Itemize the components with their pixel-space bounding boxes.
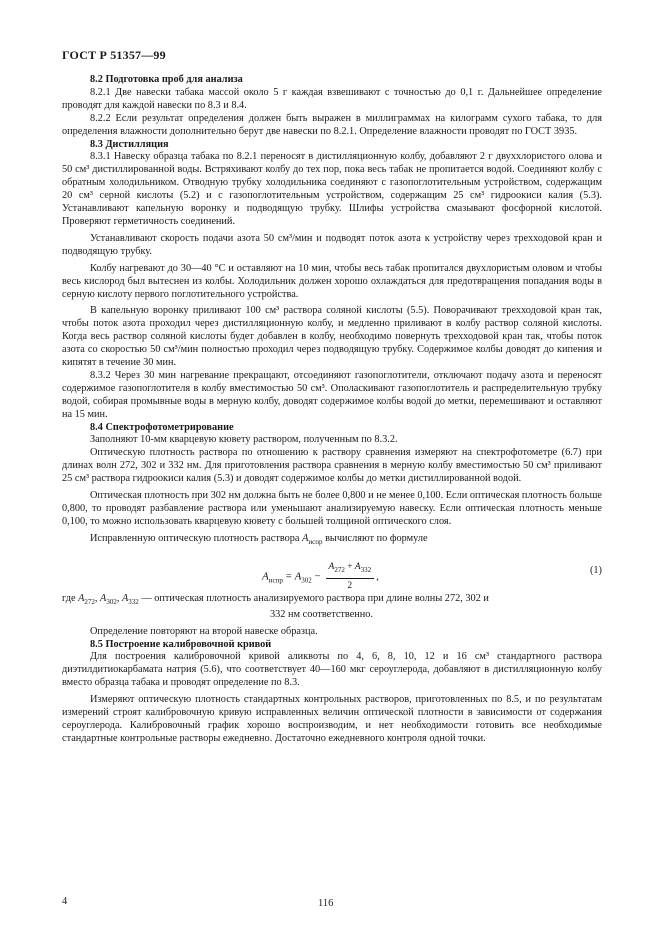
paragraph: Измеряют оптическую плотность стандартных контрольных растворов, приготовленных по 8.5, и по результатам измерений строят калибровочную кривую исправленных величин оптической плотности в зависимости от содержания сероуглерода. Калибровочный график хорошо воспроизводим, и нет необходимости готовить все необходимые стандартные контрольные растворы ежедневно. Достаточно ежедневного контроля одной точки.: [62, 694, 602, 744]
paragraph: Колбу нагревают до 30—40 °С и оставляют на 10 мин, чтобы весь табак пропитался двухлористым оловом и чтобы весь кислород был вытеснен из колбы. Холодильник должен хорошо охлаждаться для предотвращения попадания воды в серную кислоту первого поглотительного устройства.: [62, 262, 602, 300]
formula-legend-cont: 332 нм соответственно.: [270, 608, 374, 620]
section-heading-8-4: 8.4 Спектрофотометрирование: [90, 421, 234, 433]
document-body: [62, 74, 602, 746]
page-number-left: 4: [62, 896, 68, 907]
formula-number: (1): [589, 564, 602, 576]
paragraph: Устанавливают скорость подачи азота 50 см³/мин и подводят поток азота к устройству через трехходовой кран и подводящую трубку.: [62, 232, 602, 257]
section-heading-8-2: 8.2 Подготовка проб для анализа: [90, 74, 243, 85]
paragraph: 8.2.2 Если результат определения должен быть выражен в миллиграммах на килограмм сухого табака, то для определения влажности дополнительно берут две навески по 8.2.1. Определение влажности проводят по ГОСТ 3935.: [62, 112, 602, 137]
paragraph: Определение повторяют на второй навеске образца.: [90, 625, 318, 637]
paragraph: Оптическую плотность раствора по отношению к раствору сравнения измеряют на спектрофотометре (6.7) при длинах волн 272, 302 и 332 нм. Для приготовления раствора сравнения в мерную колбу вместимостью 50 см³ приливают 25 см³ раствора гидроокиси калия (5.3) и доводят содержимое колбы до метки дистиллированной водой.: [62, 447, 602, 485]
paragraph: 8.3.1 Навеску образца табака по 8.2.1 переносят в дистилляционную колбу, добавляют 2 г двуххлористого олова и 50 см³ дистиллированной воды. Встряхивают колбу до тех пор, пока весь табак не пропитается водой. Соединяют колбу с обратным холодильником. Отводную трубку холодильника соединяют с газопоглотительным устройством, содержащим 20 см³ серной кислоты (5.2) и с газопоглотительным устройством, содержащим 25 см³ гидроокиси калия (5.3). Устанавливают капельную воронку и подводящую трубку. Шлифы устройства смазывают фосфорной кислотой. Проверяют герметичность соединений.: [62, 151, 602, 227]
section-heading-8-5: 8.5 Построение калибровочной кривой: [90, 638, 272, 650]
paragraph: Оптическая плотность при 302 нм должна быть не более 0,800 и не менее 0,100. Если оптическая плотность больше 0,800, то проводят разбавление раствора или уменьшают анализируемую навеску. Если оптическая плотность меньше 0,100, то можно использовать кварцевую кювету с большей толщиной оптического слоя.: [62, 490, 602, 527]
standard-header: ГОСТ Р 51357—99: [62, 48, 166, 62]
paragraph: 8.3.2 Через 30 мин нагревание прекращают, отсоединяют газопоглотители, отключают подачу азота и переносят содержимое газопоглотителя в колбу вместимостью 50 см³. Ополаскивают газопоглотитель и распределительную трубку водой, собирая промывные воды в мерную колбу, доводят содержимое колбы водой до метки, перемешивают и оставляют на 15 мин.: [62, 369, 602, 420]
formula-fraction: $\frac{A_{272} + A_{332}}{2}$: [326, 561, 375, 593]
paragraph: Заполняют 10-мм кварцевую кювету раствором, полученным по 8.3.2.: [90, 434, 398, 446]
formula-expression: $A_{испр} = A_{302}$ − $\frac{A_{272} + A_{332}}{2}$ ,: [262, 561, 379, 591]
page-number-center: 116: [318, 898, 334, 909]
paragraph: 8.2.1 Две навески табака массой около 5 г каждая взвешивают с точностью до 0,1 г. Дальнейшее определение проводят для каждой навески по 8.3 и 8.4.: [62, 86, 602, 111]
formula-intro: Исправленную оптическую плотность раствора $A_{испр}$ вычисляют по формуле: [90, 532, 428, 546]
formula-legend: где $A_{272}$, $A_{302}$, $A_{332}$ — оптическая плотность анализируемого раствора при длине волны 272, 302 и: [62, 592, 489, 606]
paragraph: В капельную воронку приливают 100 см³ раствора соляной кислоты (5.5). Поворачивают трехходовой кран так, чтобы поток азота проходил через дистилляционную колбу, и медленно приливают в колбу раствор соляной кислоты. Когда весь раствор соляной кислоты будет добавлен в колбу, необходимо повернуть трехходовой кран так, чтобы поток азота со скоростью 50 см³/мин полностью проходил через подводящую трубку. Содержимое колбы доводят до кипения и кипятят в течение 30 мин.: [62, 305, 602, 369]
paragraph: Для построения калибровочной кривой аликвоты по 4, 6, 8, 10, 12 и 16 см³ стандартного раствора диэтилдитиокарбамата натрия (5.6), что соответствует 40—160 мкг сероуглерода, добавляют в дистилляционную колбу вместо образца табака и проводят определение по 8.3.: [62, 651, 602, 689]
section-heading-8-3: 8.3 Дистилляция: [90, 138, 169, 150]
formula-1: [62, 555, 602, 589]
